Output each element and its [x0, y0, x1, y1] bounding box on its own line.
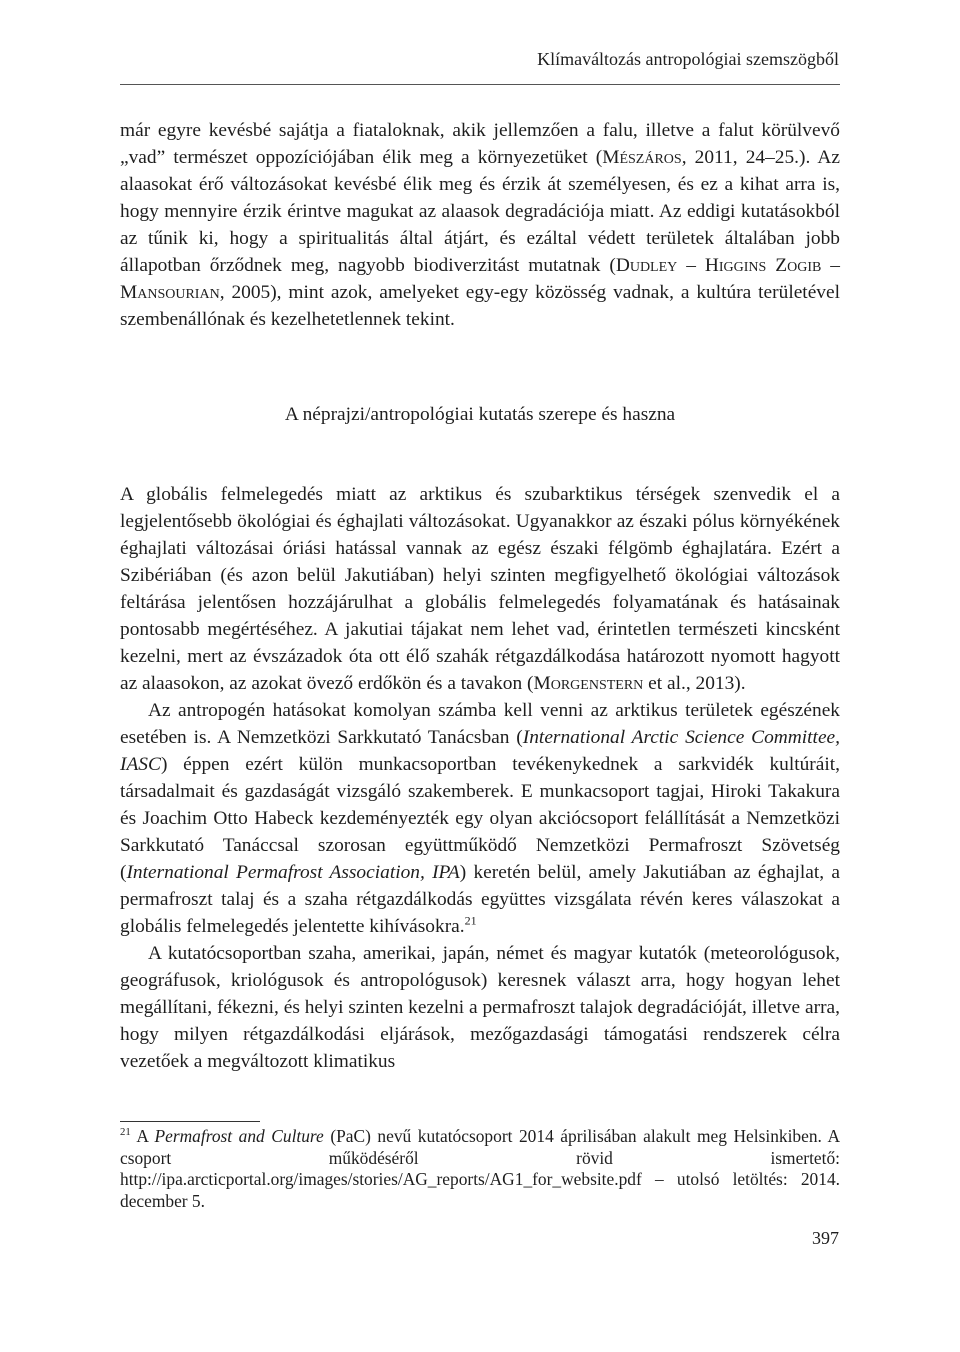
citation-meszaros: Mészáros: [602, 147, 682, 168]
p3-text-1: Az antropogén hatásokat komolyan számba kell venni az arktikus területek egészének esetében is. A Nemzetközi Sarkkutató Tanácsban (: [120, 700, 840, 748]
citation-dudley: Dudley – Higgins Zogib – Mansourian: [120, 255, 840, 303]
p2-text-2: et al., 2013).: [643, 673, 746, 694]
footnote-rule: [120, 1121, 260, 1122]
p3-italic-iasc: International Arctic Science Committee, IASC: [120, 727, 840, 775]
footnote-italic: Permafrost and Culture: [154, 1126, 324, 1146]
p1-text-2: , 2011, 24–25.). Az alaasokat érő változásokat kevésbé élik meg és érzik át személyesen, és ez a kihat arra is, hogy mennyire érzik érintve magukat az alaasok degradációja miatt. Az eddigi kutatásokból az tűnik ki, hogy a spiritualitás által átjárt, és ezáltal védett területek általában jobb állapotban őrződnek meg, nagyobb biodiverzitást mutatnak (: [120, 147, 840, 276]
footnote-number: 21: [120, 1126, 131, 1139]
page-number: 397: [812, 1228, 839, 1248]
running-header: Klímaváltozás antropológiai szemszögből: [537, 49, 839, 69]
citation-morgenstern: Morgenstern: [533, 673, 644, 694]
paragraph-2: [120, 481, 840, 697]
footnote-text-1: A: [130, 1126, 155, 1146]
p1-text-3: , 2005), mint azok, amelyeket egy-egy közösség vadnak, a kultúra területével szembenállónak és kezelhetetlennek tekint.: [120, 282, 840, 330]
paragraph-1: [120, 117, 840, 333]
p3-text-3: ) keretén belül, amely Jakutiában az éghajlat, a permafroszt talaj és a szaha rétgazdálkodás együttes vizsgálata révén keres válaszokat a globális felmelegedés jelentette kihívásokra.: [120, 862, 840, 937]
paragraph-4: [120, 940, 840, 1075]
p4-text-1: A kutatócsoportban szaha, amerikai, japán, német és magyar kutatók (meteorológusok, geográfusok, kriológusok és antropológusok) keresnek választ arra, hogy hogyan lehet megállítani, fékezni, és helyi szinten kezelni a permafroszt talajok degradációját, illetve arra, hogy milyen rétgazdálkodási eljárások, mezőgazdasági támogatási rendszerek célra vezetőek a megváltozott klimatikus: [120, 943, 840, 1072]
p3-italic-ipa: International Permafrost Association, IPA: [126, 862, 460, 883]
p2-text-1: A globális felmelegedés miatt az arktikus és szubarktikus térségek szenvedik el a legjelentősebb ökológiai és éghajlati változásokat. Ugyanakkor az északi pólus környékének éghajlati változásai óriási hatással vannak az egész északi félgömb éghajlatára. Ezért a Szibériában (és azon belül Jakutiában) helyi szinten megfigyelhető ökológiai változások feltárása jelentősen hozzájárulhat a globális felmelegedés folyamatának és hatásainak pontosabb megértéséhez. A jakutiai tájakat nem lehet vad, érintetlen természeti kincsként kezelni, mert az évszázadok óta ott élő szahák rétgazdálkodása határozott nyomott hagyott az alaasokon, az azokat övező erdőkön és a tavakon (: [120, 484, 840, 694]
footnote: [120, 1126, 840, 1212]
header-rule: [120, 84, 840, 85]
paragraph-3: [120, 697, 840, 940]
p3-text-2: ) éppen ezért külön munkacsoportban tevékenykednek a sarkvidék kultúráit, társadalmait és gazdaságát vizsgáló szakemberek. E munkacsoport tagjai, Hiroki Takakura és Joachim Otto Habeck kezdeményezték egy olyan akciócsoport felállítását a Nemzetközi Sarkkutató Tanáccsal szorosan együttműködő Nemzetközi Permafroszt Szövetség (: [120, 754, 840, 883]
footnote-text-2: (PaC) nevű kutatócsoport 2014 áprilisában alakult meg Helsinkiben. A csoport működéséről rövid ismertető: http://ipa.arcticportal.org/images/stories/AG_reports/AG1_for_website.pdf – utolsó letöltés: 2014. december 5.: [120, 1126, 841, 1211]
footnote-reference[interactable]: 21: [464, 913, 477, 928]
p1-text-1: már egyre kevésbé sajátja a fiataloknak, akik jellemzően a falu, illetve a falut körülvevő „vad” természet oppozíciójában élik meg a környezetüket (: [120, 120, 840, 168]
section-body: [120, 481, 840, 1075]
section-heading: A néprajzi/antropológiai kutatás szerepe és haszna: [284, 404, 676, 425]
